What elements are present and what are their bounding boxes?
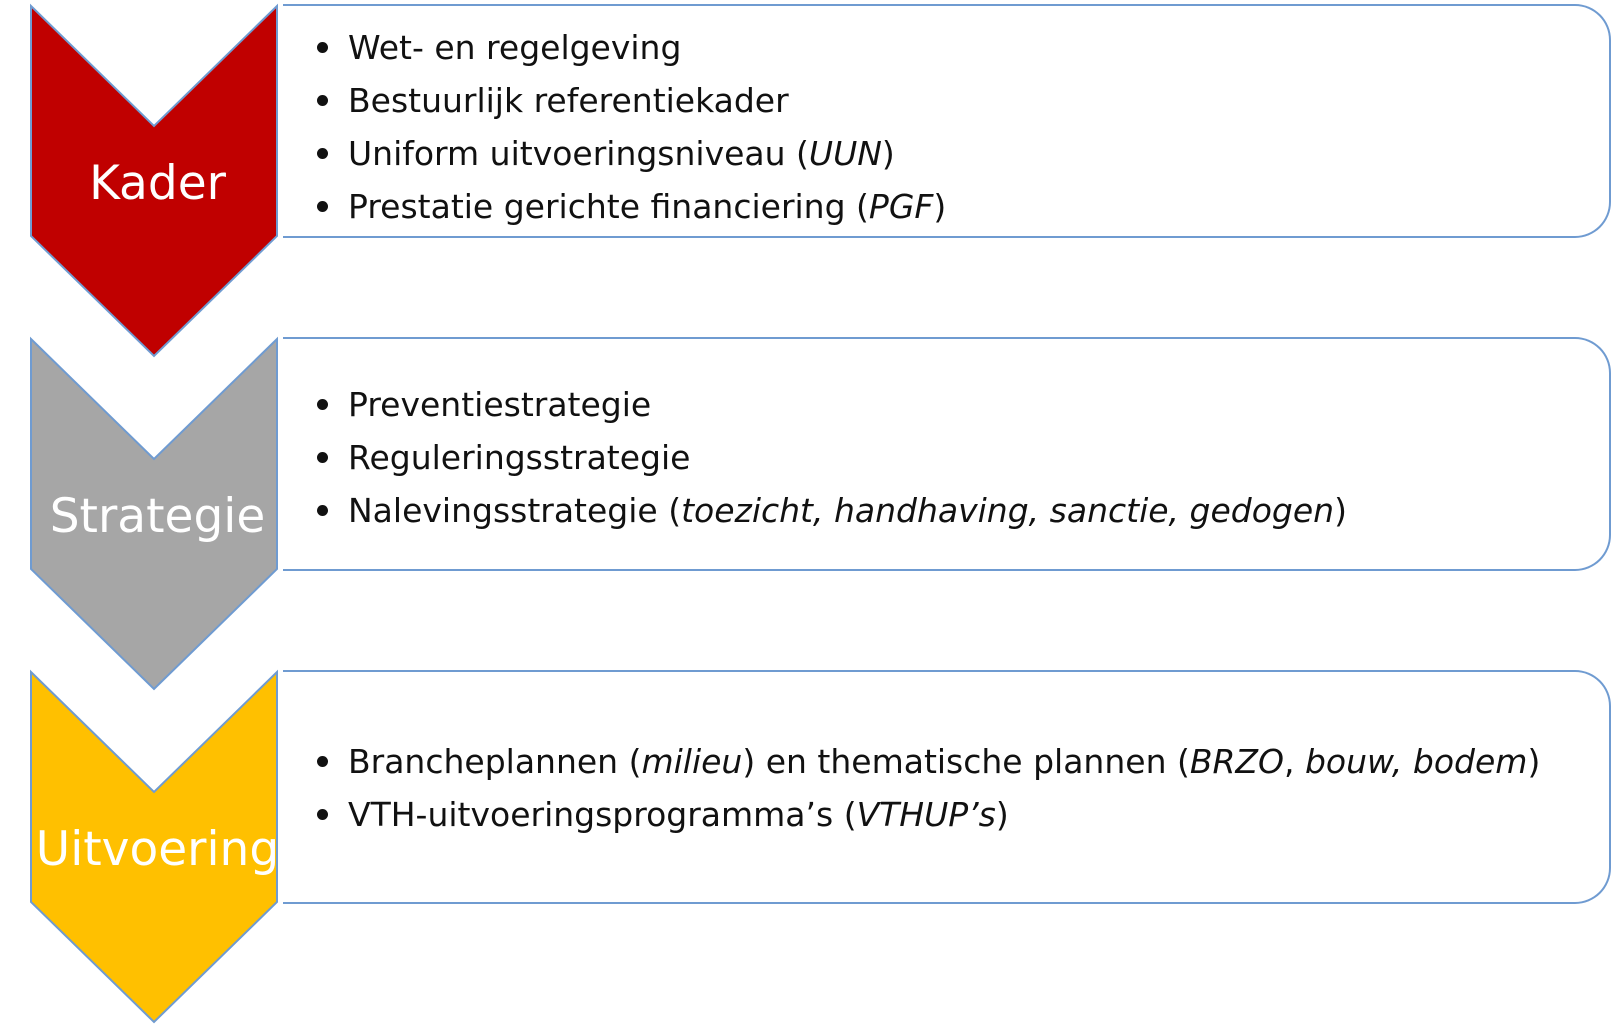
bullet-item — [311, 76, 946, 129]
bullet-text: Prestatie gerichte financiering ( — [348, 187, 869, 226]
bullet-text: ) — [881, 134, 895, 173]
bullet-list — [311, 23, 946, 235]
bullet-item — [311, 486, 1347, 539]
bullet-text: VTH-uitvoeringsprogramma’s ( — [348, 795, 857, 834]
bullet-dot-icon — [317, 809, 328, 820]
bullet-item — [311, 433, 1347, 486]
bullet-text: Reguleringsstrategie — [348, 438, 691, 477]
bullet-text: Preventiestrategie — [348, 385, 652, 424]
bullet-dot-icon — [317, 42, 328, 53]
stage-label: Kader — [89, 156, 226, 211]
bullet-text: ) — [1334, 491, 1347, 530]
stage-kader — [0, 0, 1613, 360]
bullet-dot-icon — [317, 95, 328, 106]
stage-label: Strategie — [49, 489, 266, 544]
stage-strategie — [0, 333, 1613, 693]
bullet-text: ) — [933, 187, 947, 226]
bullet-list — [311, 737, 1540, 843]
bullet-item — [311, 129, 946, 182]
stage-card — [283, 337, 1611, 571]
stage-card — [283, 4, 1611, 238]
stage-uitvoering — [0, 666, 1613, 1026]
bullet-item — [311, 23, 946, 76]
bullet-text: Nalevingsstrategie ( — [348, 491, 682, 530]
bullet-text-italic: VTHUP’s — [856, 795, 996, 834]
bullet-text-italic: milieu — [641, 742, 743, 781]
bullet-item — [311, 737, 1540, 790]
stage-label: Uitvoering — [35, 822, 280, 877]
bullet-dot-icon — [317, 452, 328, 463]
bullet-text: ) — [1527, 742, 1541, 781]
bullet-text: Uniform uitvoeringsniveau ( — [348, 134, 809, 173]
stage-card — [283, 670, 1611, 904]
bullet-text: Wet- en regelgeving — [348, 28, 682, 67]
bullet-text: , — [1284, 742, 1305, 781]
bullet-text: Bestuurlijk referentiekader — [348, 81, 789, 120]
bullet-item — [311, 380, 1347, 433]
bullet-text-italic: BRZO — [1189, 742, 1284, 781]
bullet-dot-icon — [317, 505, 328, 516]
bullet-item — [311, 182, 946, 235]
bullet-dot-icon — [317, 201, 328, 212]
bullet-text: ) — [995, 795, 1009, 834]
bullet-text-italic: UUN — [808, 134, 882, 173]
bullet-text-italic: toezicht, handhaving, sanctie, gedogen — [681, 491, 1335, 530]
bullet-text: Brancheplannen ( — [348, 742, 642, 781]
bullet-list — [311, 380, 1347, 539]
bullet-text-italic: bouw, bodem — [1304, 742, 1528, 781]
bullet-dot-icon — [317, 756, 328, 767]
bullet-dot-icon — [317, 399, 328, 410]
bullet-text: ) en thematische plannen ( — [742, 742, 1190, 781]
bullet-item — [311, 790, 1540, 843]
bullet-dot-icon — [317, 148, 328, 159]
bullet-text-italic: PGF — [868, 187, 934, 226]
